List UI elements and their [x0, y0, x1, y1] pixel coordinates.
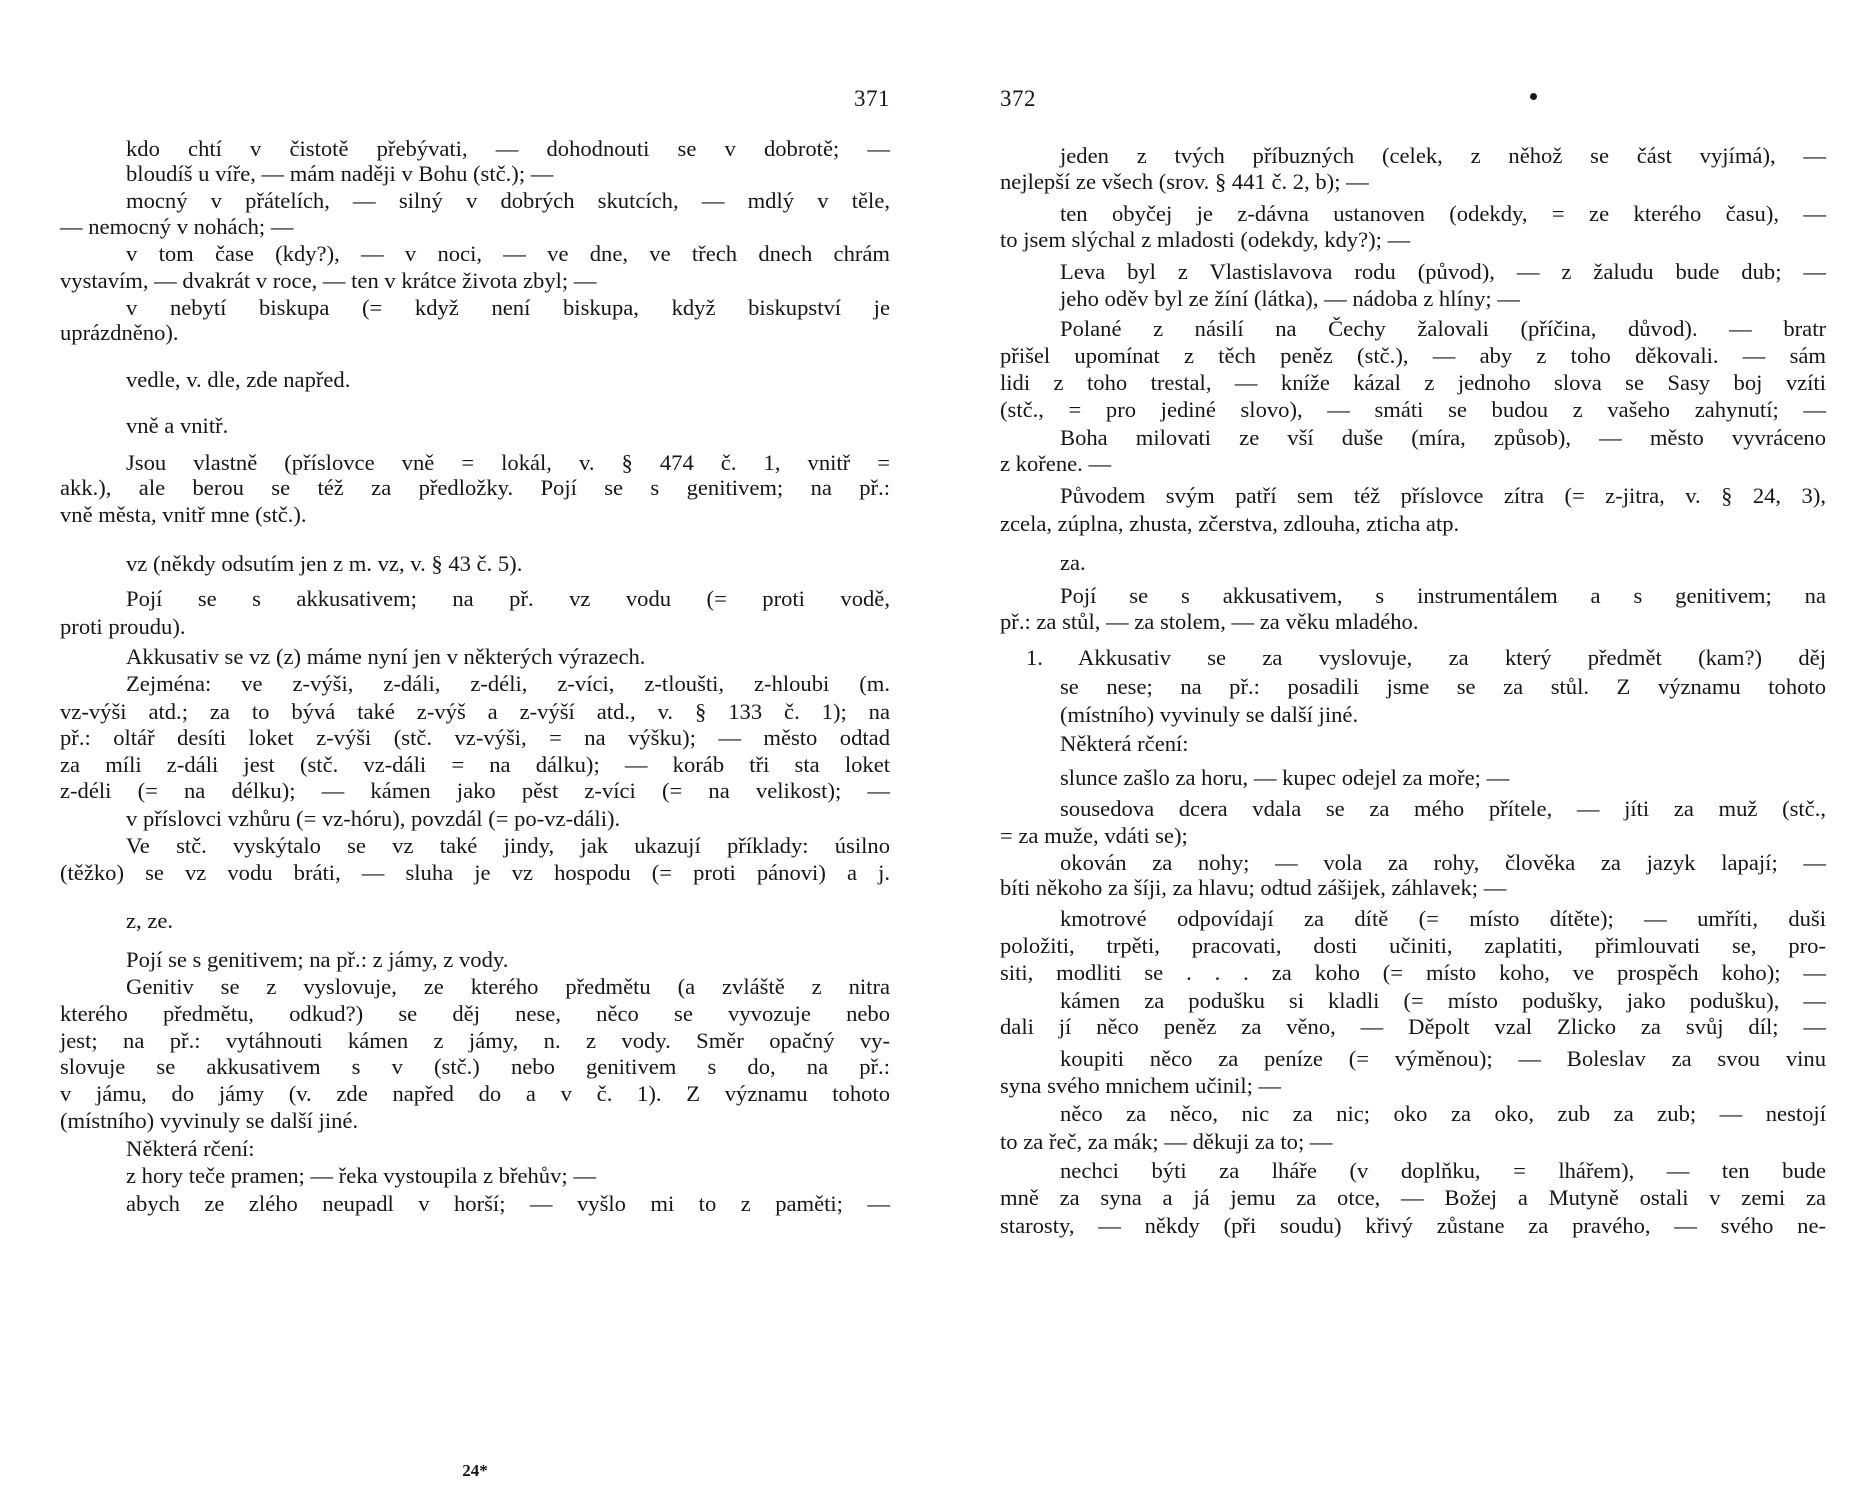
text-line: (stč., = pro jediné slovo), — smáti se budou z vašeho zahynutí; — — [1000, 397, 1826, 422]
text-line: siti, modliti se . . . za koho (= místo koho, ve prospěch koho); — — [1000, 960, 1826, 985]
text-line: to za řeč, za mák; — děkuji za to; — — [1000, 1129, 1333, 1154]
text-line: Jsou vlastně (příslovce vně = lokál, v. § 474 č. 1, vnitř = — [126, 450, 890, 475]
text-line: Pojí se s akkusativem; na př. vz vodu (= proti vodě, — [126, 586, 890, 611]
text-line: (těžko) se vz vodu bráti, — sluha je vz hospodu (= proti pánovi) a j. — [60, 860, 890, 885]
text-line: = za muže, vdáti se); — [1000, 823, 1188, 848]
text-line: (místního) vyvinuly se další jiné. — [1060, 702, 1359, 727]
text-line: abych ze zlého neupadl v horší; — vyšlo mi to z paměti; — — [126, 1191, 890, 1216]
text-line: Ve stč. vyskýtalo se vz také jindy, jak ukazují příklady: úsilno — [126, 833, 890, 858]
text-line: př.: za stůl, — za stolem, — za věku mladého. — [1000, 609, 1419, 634]
text-line: lidi z toho trestal, — kníže kázal z jednoho slova se Sasy boj vzíti — [1000, 370, 1826, 395]
text-line: vně města, vnitř mne (stč.). — [60, 502, 307, 527]
text-line: vedle, v. dle, zde napřed. — [126, 367, 351, 392]
text-line: slunce zašlo za horu, — kupec odejel za moře; — — [1060, 765, 1510, 790]
text-line: starosty, — někdy (při soudu) křivý zůstane za pravého, — svého ne- — [1000, 1213, 1826, 1238]
text-line: z hory teče pramen; — řeka vystoupila z břehův; — — [126, 1163, 596, 1188]
text-line: akk.), ale berou se též za předložky. Pojí se s genitivem; na př.: — [60, 475, 890, 500]
text-line: mně za syna a já jemu za otce, — Božej a Mutyně ostali v zemi za — [1000, 1185, 1826, 1210]
text-line: něco za něco, nic za nic; oko za oko, zub za zub; — nestojí — [1060, 1101, 1826, 1126]
text-line: z kořene. — — [1000, 451, 1112, 476]
text-line: Původem svým patří sem též příslovce zítra (= z-jitra, v. § 24, 3), — [1060, 483, 1826, 508]
text-line: v příslovci vzhůru (= vz-hóru), povzdál (= po-vz-dáli). — [126, 806, 621, 831]
text-line: (místního) vyvinuly se další jiné. — [60, 1108, 359, 1133]
page-number: 371 — [854, 86, 890, 111]
text-line: nejlepší ze všech (srov. § 441 č. 2, b); — — [1000, 169, 1369, 194]
text-line: v tom čase (kdy?), — v noci, — ve dne, ve třech dnech chrám — [126, 241, 890, 266]
text-line: mocný v přátelích, — silný v dobrých skutcích, — mdlý v těle, — [126, 188, 890, 213]
text-line: v jámu, do jámy (v. zde napřed do a v č. 1). Z významu tohoto — [60, 1081, 890, 1106]
text-line: dali jí něco peněz za věno, — Děpolt vzal Zlicko za svůj díl; — — [1000, 1014, 1826, 1039]
text-line: jeho oděv byl ze žíní (látka), — nádoba z hlíny; — — [1060, 286, 1520, 311]
text-line: kterého předmětu, odkud?) se děj nese, něco se vyvozuje nebo — [60, 1001, 890, 1026]
text-line: — nemocný v nohách; — — [60, 214, 294, 239]
page-number: 372 — [1000, 86, 1036, 111]
text-line: za míli z-dáli jest (stč. vz-dáli = na dálku); — koráb tři sta loket — [60, 752, 890, 777]
text-line: uprázdněno). — [60, 320, 179, 345]
text-line: nechci býti za lháře (v doplňku, = lhářem), — ten bude — [1060, 1158, 1826, 1183]
text-line: př.: oltář desíti loket z-výši (stč. vz-výši, = na výšku); — město odtad — [60, 725, 890, 750]
text-line: kmotrové odpovídají za dítě (= místo dítěte); — umříti, duši — [1060, 906, 1826, 931]
text-line: zcela, zúplna, zhusta, zčerstva, zdlouha, zticha atp. — [1000, 511, 1460, 536]
text-line: Boha milovati ze vší duše (míra, způsob), — město vyvráceno — [1060, 425, 1826, 450]
text-line: to jsem slýchal z mladosti (odekdy, kdy?); — — [1000, 227, 1411, 252]
text-line: položiti, trpěti, pracovati, dosti učiniti, zaplatiti, přimlouvati se, pro- — [1000, 933, 1826, 958]
text-line: Pojí se s genitivem; na př.: z jámy, z vody. — [126, 947, 509, 972]
text-line: kdo chtí v čistotě přebývati, — dohodnouti se v dobrotě; — — [126, 136, 890, 161]
text-line: se nese; na př.: posadili jsme se za stůl. Z významu tohoto — [1060, 674, 1826, 699]
text-line: Akkusativ se vz (z) máme nyní jen v některých výrazech. — [126, 644, 646, 669]
text-line: vystavím, — dvakrát v roce, — ten v krátce života zbyl; — — [60, 268, 597, 293]
text-line: Genitiv se z vyslovuje, ze kterého předmětu (a zvláště z nitra — [126, 974, 890, 999]
text-line: jest; na př.: vytáhnouti kámen z jámy, n. z vody. Směr opačný vy- — [60, 1028, 890, 1053]
text-line: Některá rčení: — [1060, 731, 1189, 756]
text-line: za. — [1060, 550, 1086, 575]
text-line: sousedova dcera vdala se za mého přítele, — jíti za muž (stč., — [1060, 796, 1826, 821]
text-line: 1. Akkusativ se za vyslovuje, za který předmět (kam?) děj — [1026, 645, 1826, 670]
text-line: vně a vnitř. — [126, 413, 229, 438]
print-speck — [1530, 93, 1537, 100]
text-line: v nebytí biskupa (= když není biskupa, když biskupství je — [126, 295, 890, 320]
text-line: koupiti něco za peníze (= výměnou); — Boleslav za svou vinu — [1060, 1046, 1826, 1071]
text-line: vz-výši atd.; za to bývá také z-výš a z-výší atd., v. § 133 č. 1); na — [60, 699, 890, 724]
text-line: z-déli (= na délku); — kámen jako pěst z-víci (= na velikost); — — [60, 778, 890, 803]
signature-mark: 24* — [462, 1461, 488, 1480]
text-line: z, ze. — [126, 908, 174, 933]
text-line: Pojí se s akkusativem, s instrumentálem a s genitivem; na — [1060, 583, 1826, 608]
text-line: slovuje se akkusativem s v (stč.) nebo genitivem s do, na př.: — [60, 1054, 890, 1079]
text-line: bloudíš u víře, — mám naději v Bohu (stč.); — — [126, 161, 554, 186]
text-line: Zejména: ve z-výši, z-dáli, z-déli, z-víci, z-tloušti, z-hloubi (m. — [126, 671, 890, 696]
text-line: ten obyčej je z-dávna ustanoven (odekdy, = ze kterého času), — — [1060, 201, 1826, 226]
text-line: okován za nohy; — vola za rohy, člověka za jazyk lapají; — — [1060, 850, 1826, 875]
text-line: syna svého mnichem učinil; — — [1000, 1073, 1282, 1098]
text-line: Polané z násilí na Čechy žalovali (příčina, důvod). — bratr — [1060, 316, 1826, 341]
text-line: proti proudu). — [60, 614, 186, 639]
text-line: jeden z tvých příbuzných (celek, z něhož se část vyjímá), — — [1060, 143, 1826, 168]
text-line: Některá rčení: — [126, 1136, 255, 1161]
text-line: Leva byl z Vlastislavova rodu (původ), — z žaludu bude dub; — — [1060, 259, 1826, 284]
text-line: bíti někoho za šíji, za hlavu; odtud zášijek, záhlavek; — — [1000, 875, 1507, 900]
text-line: kámen za podušku si kladli (= místo podušky, jako podušku), — — [1060, 988, 1826, 1013]
text-line: přišel upomínat z těch peněz (stč.), — aby z toho děkovali. — sám — [1000, 343, 1826, 368]
text-line: vz (někdy odsutím jen z m. vz, v. § 43 č. 5). — [126, 551, 523, 576]
